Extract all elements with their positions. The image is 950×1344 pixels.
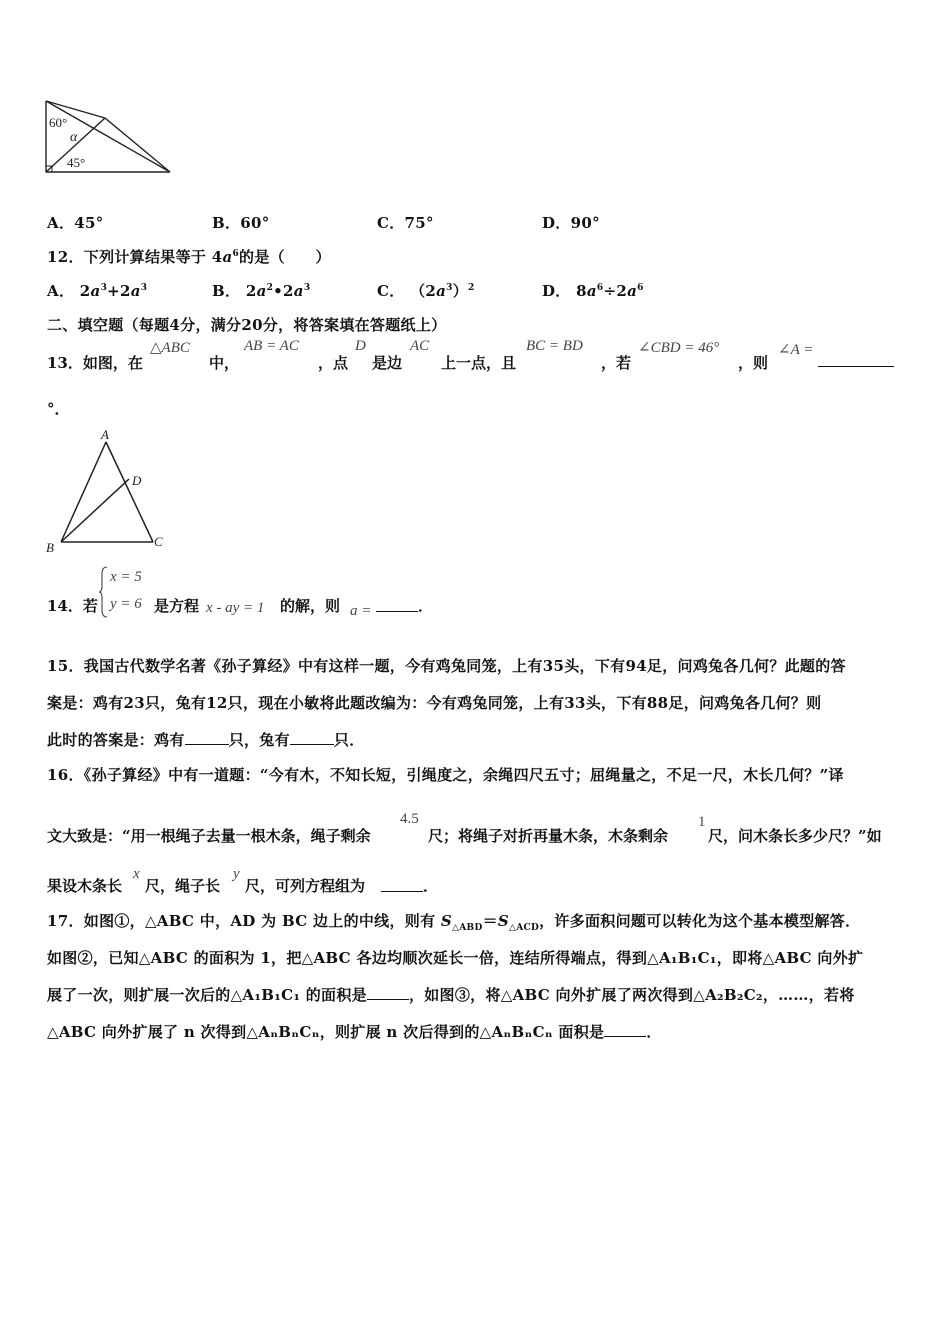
q12-option-b: B． $2a^2•2a^3$: [212, 282, 311, 300]
q11-option-a: A．45°: [47, 214, 104, 232]
q13-math-triangle: △ABC: [150, 340, 190, 356]
q16-math-4-5: 4.5: [400, 811, 419, 827]
q13-math-d: D: [355, 338, 366, 354]
fig13-segment-bd: [61, 479, 129, 542]
q11-option-b: B．60°: [212, 214, 270, 232]
q14-answer-blank[interactable]: [376, 597, 418, 612]
q15-blank-chickens[interactable]: [185, 730, 229, 745]
q14-equation: x - ay = 1: [206, 600, 265, 616]
q17-line-2: 如图②，已知△ABC 的面积为 1，把△ABC 各边均顺次延长一倍，连结所得端点，得到△A₁B₁C₁，即将△ABC 向外扩: [47, 949, 864, 967]
q14-equation-x: x = 5: [110, 569, 142, 585]
q14-equation-y: y = 6: [110, 596, 142, 612]
q16-math-1: 1: [698, 814, 706, 830]
q13-math-angle-cbd: ∠CBD = 46°: [638, 340, 720, 356]
fig13-label-b: B: [46, 540, 54, 555]
q12-option-c: C． $(2a^3)^2$: [377, 282, 475, 300]
fig11-top-edge: [46, 101, 170, 172]
q15-line-2: 案是：鸡有23只，兔有12只，现在小敏将此题改编为：今有鸡兔同笼，上有33头，下有88足，问鸡兔各几何？则: [47, 694, 822, 712]
q16-math-x: x: [133, 866, 140, 882]
q17-line-3: 展了一次，则扩展一次后的△A₁B₁C₁ 的面积是 ，如图③，将△ABC 向外扩展了两次得到△A₂B₂C₂，……，若将: [47, 986, 855, 1004]
figure-q13-triangle: [40, 428, 180, 556]
q11-option-c: C．75°: [377, 214, 434, 232]
fig11-angle-alpha: α: [70, 130, 78, 145]
fig13-label-c: C: [154, 534, 163, 549]
q17-line-4: △ABC 向外扩展了 n 次得到△AₙBₙCₙ，则扩展 n 次后得到的△AₙBₙCₙ 面积是 ．: [47, 1023, 662, 1041]
q15-line-1: 15．我国古代数学名著《孙子算经》中有这样一题，今有鸡兔同笼，上有35头，下有94足，问鸡兔各几何？此题的答: [47, 657, 846, 675]
figure-q11-triangles: [40, 96, 175, 178]
fig11-right-edge: [105, 118, 170, 172]
fig13-label-d: D: [132, 473, 142, 488]
q13-math-angle-a: ∠A =: [778, 342, 814, 358]
q14-system-brace: [98, 566, 108, 618]
section-2-heading: 二、填空题（每题4分，满分20分，将答案填在答题纸上）: [47, 316, 447, 334]
q17-line-1: 17．如图①，△ABC 中，AD 为 BC 边上的中线，则有 $S_{\triangle ABD}=S_{\triangle ACD}$，许多面积问题可以转化为这个基本模型解答．: [47, 912, 861, 933]
fig11-angle-60: 60°: [49, 115, 68, 130]
q17-blank-area-1[interactable]: [367, 985, 409, 1000]
q12-option-d: D． $8a^6\div 2a^6$: [542, 282, 644, 300]
q16-math-y: y: [233, 866, 240, 882]
q13-math-bc-bd: BC = BD: [526, 338, 583, 354]
q13-math-ab-ac: AB = AC: [244, 338, 299, 354]
q13-answer-blank[interactable]: [818, 352, 894, 367]
fig13-side-ab: [61, 442, 106, 542]
q15-blank-rabbits[interactable]: [290, 730, 334, 745]
fig13-label-a: A: [101, 428, 109, 442]
q12-option-a: A． $2a^3+2a^3$: [47, 282, 148, 300]
q14-math-a: a =: [350, 603, 372, 619]
q16-answer-blank[interactable]: [381, 877, 423, 892]
q16-line-1: 16．《孙子算经》中有一道题：“今有木，不知长短，引绳度之，余绳四尺五寸；屈绳量之，不足一尺，木长几何？”译: [47, 766, 844, 784]
q12-stem: 12．下列计算结果等于 $4a^6$的是（ ）: [47, 248, 331, 266]
fig11-angle-45: 45°: [67, 155, 86, 170]
q17-blank-area-n[interactable]: [604, 1022, 646, 1037]
q15-line-3: 此时的答案是：鸡有 只，兔有 只．: [47, 731, 365, 749]
q13-math-ac: AC: [410, 338, 430, 354]
q11-option-d: D．90°: [542, 214, 600, 232]
fig13-side-ac: [106, 442, 153, 542]
